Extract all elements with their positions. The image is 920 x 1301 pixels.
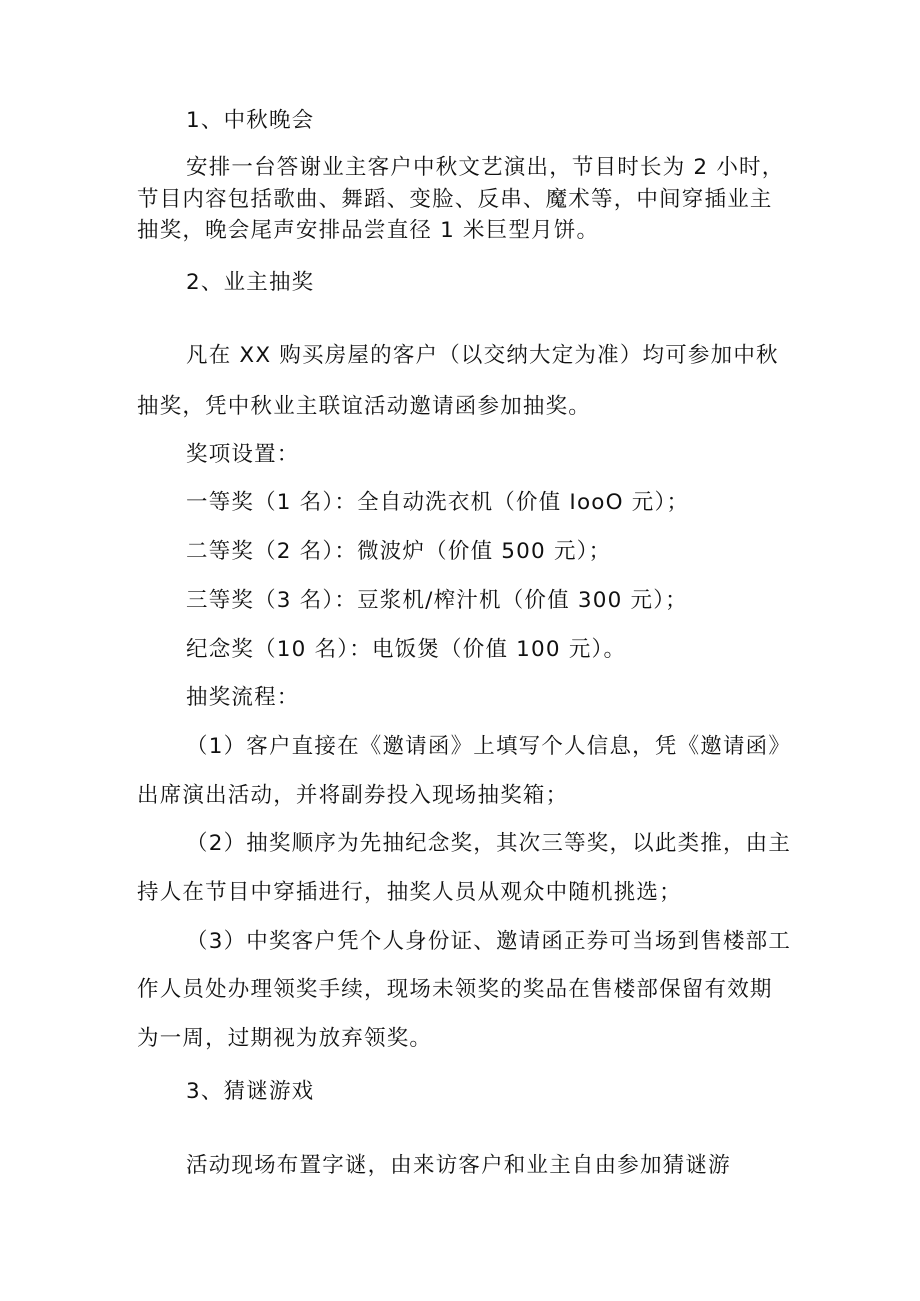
prize-item-third: 三等奖（3 名）：豆浆机/榨汁机（价值 300 元）； [186, 588, 688, 613]
flow-step-2-line: （2）抽奖顺序为先抽纪念奖，其次三等奖，以此类推，由主 [186, 831, 792, 856]
flow-step-1-line: 出席演出活动，并将副券投入现场抽奖箱； [137, 783, 569, 808]
prize-item-first: 一等奖（1 名）：全自动洗衣机（价值 IooO 元）； [186, 490, 690, 515]
section-2-heading: 2、业主抽奖 [186, 270, 315, 295]
prize-item-souvenir: 纪念奖（10 名）：电饭煲（价值 100 元）。 [186, 637, 627, 662]
paragraph-line: 安排一台答谢业主客户中秋文艺演出，节目时长为 2 小时， [186, 155, 785, 180]
flow-step-1-line: （1）客户直接在《邀请函》上填写个人信息，凭《邀请函》 [186, 734, 792, 759]
paragraph-line: 节目内容包括歌曲、舞蹈、变脸、反串、魔术等，中间穿插业主 [137, 187, 773, 212]
paragraph-line: 凡在 XX 购买房屋的客户（以交纳大定为准）均可参加中秋 [186, 343, 779, 368]
lottery-flow-title: 抽奖流程： [186, 685, 300, 710]
section-1-heading: 1、中秋晚会 [186, 108, 315, 133]
prize-item-second: 二等奖（2 名）：微波炉（价值 500 元）； [186, 539, 612, 564]
paragraph-line: 活动现场布置字谜，由来访客户和业主自由参加猜谜游 [186, 1153, 731, 1178]
flow-step-3-line: 为一周，过期视为放弃领奖。 [137, 1026, 433, 1051]
flow-step-3-line: （3）中奖客户凭个人身份证、邀请函正券可当场到售楼部工 [186, 929, 792, 954]
flow-step-2-line: 持人在节目中穿插进行，抽奖人员从观众中随机挑选； [137, 880, 682, 905]
flow-step-3-line: 作人员处办理领奖手续，现场未领奖的奖品在售楼部保留有效期 [137, 977, 773, 1002]
paragraph-line: 抽奖，晚会尾声安排品尝直径 1 米巨型月饼。 [137, 218, 600, 243]
prize-settings-title: 奖项设置： [186, 442, 300, 467]
section-3-heading: 3、猜谜游戏 [186, 1079, 315, 1104]
paragraph-line: 抽奖，凭中秋业主联谊活动邀请函参加抽奖。 [137, 394, 592, 419]
